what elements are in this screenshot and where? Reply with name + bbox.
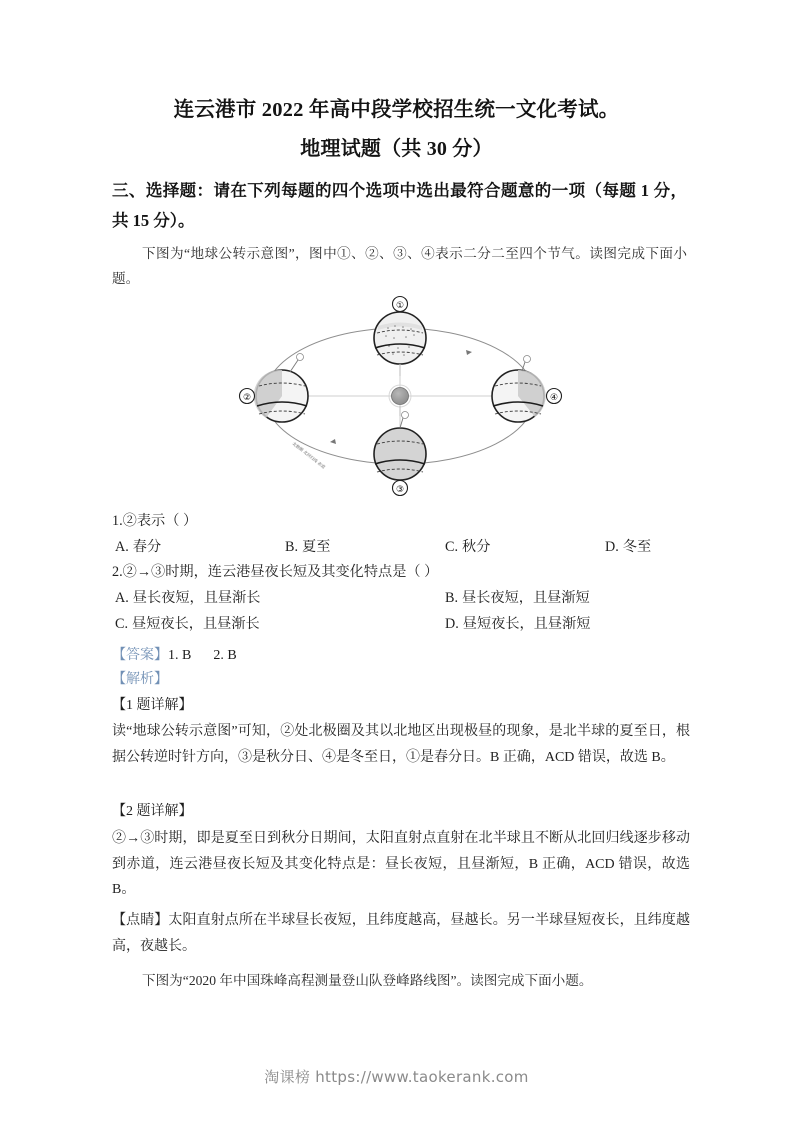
option-text: 春分	[132, 539, 162, 555]
globe-label-1: ①	[395, 301, 404, 311]
analysis-tag: 【解析】	[112, 672, 168, 687]
question-2-stem	[112, 560, 690, 584]
detail-1-tag: 【1 题详解】	[112, 698, 193, 713]
question-1-option-d[interactable]	[605, 535, 651, 559]
option-text: 昼短夜长，且昼渐长	[132, 616, 260, 632]
option-text: 昼长夜短，且昼渐短	[462, 590, 590, 606]
globe-2	[239, 354, 308, 423]
question-1-number: 1.	[112, 513, 123, 529]
question-2-option-a[interactable]	[115, 586, 261, 610]
sun-icon	[391, 388, 408, 405]
tip-tag: 【点睛】	[112, 913, 169, 928]
question-2-options-row-2	[112, 612, 690, 636]
question-1-stem	[112, 509, 690, 533]
option-label: D.	[445, 616, 459, 632]
globe-4	[492, 356, 562, 423]
globe-1	[374, 297, 426, 377]
globe-label-3: ③	[395, 485, 404, 495]
answer-tag: 【答案】	[112, 648, 168, 663]
page-title-line-2: 地理试题（共 30 分）	[300, 138, 493, 160]
question-2-options-row-1	[112, 586, 690, 610]
question-1-option-c[interactable]	[445, 535, 490, 559]
closing-paragraph: 下图为“2020 年中国珠峰高程测量登山队登峰路线图”。读图完成下面小题。	[142, 973, 593, 988]
intro-paragraph: 下图为“地球公转示意图”，图中①、②、③、④表示二分二至四个节气。读图完成下面小题。	[112, 246, 687, 286]
question-1-option-a[interactable]	[115, 535, 161, 559]
question-2-option-c[interactable]	[115, 612, 260, 636]
answer-value-1: 1. B	[168, 648, 192, 663]
earth-revolution-figure	[112, 286, 687, 508]
question-2-text: ②→③时期，连云港昼夜长短及其变化特点是（ ）	[122, 564, 439, 580]
detail-1-text: 读“地球公转示意图”可知，②处北极圈及其以北地区出现极昼的现象，是北半球的夏至日，根据公转逆时针方向，③是秋分日、④是冬至日，①是春分日。B 正确，ACD 错误，故选 B。	[112, 724, 690, 765]
orbit-arrow-2	[330, 439, 336, 444]
detail-2-tag: 【2 题详解】	[112, 804, 193, 819]
orbit-arrow-1	[466, 350, 472, 355]
option-label: C.	[445, 539, 459, 555]
option-label: A.	[115, 539, 129, 555]
option-text: 冬至	[622, 539, 652, 555]
option-label: B.	[445, 590, 459, 606]
orbit-annotation: 北极圈 北回归线 赤道	[290, 440, 326, 470]
footer-watermark: 淘课榜 https://www.taokerank.com	[264, 1068, 529, 1086]
option-label: D.	[605, 539, 619, 555]
question-1-options	[112, 535, 690, 559]
question-1-option-b[interactable]	[285, 535, 330, 559]
tip-text: 太阳直射点所在半球昼长夜短，且纬度越高，昼越长。另一半球昼短夜长，且纬度越高，夜越长。	[112, 913, 691, 954]
option-text: 昼长夜短，且昼渐长	[132, 590, 261, 606]
option-text: 昼短夜长，且昼渐短	[462, 616, 591, 632]
tip-block	[112, 908, 690, 959]
option-text: 秋分	[462, 539, 491, 555]
globe-label-4: ④	[549, 393, 558, 403]
answer-line	[112, 644, 690, 668]
answer-value-2: 2. B	[213, 648, 237, 663]
detail-2-text: ②→③时期，即是夏至日到秋分日期间，太阳直射点直射在北半球且不断从北回归线逐步移动到赤道，连云港昼夜长短及其变化特点是：昼长夜短，且昼渐短，B 正确，ACD 错误，故选 B。	[112, 831, 690, 897]
question-2-option-d[interactable]	[445, 612, 591, 636]
question-2-number: 2.	[112, 564, 123, 580]
option-label: B.	[285, 539, 299, 555]
question-1-text: ②表示（ ）	[122, 513, 198, 529]
option-text: 夏至	[302, 539, 331, 555]
option-label: A.	[115, 590, 129, 606]
question-2-option-b[interactable]	[445, 586, 590, 610]
option-label: C.	[115, 616, 129, 632]
page-title-line-1: 连云港市 2022 年高中段学校招生统一文化考试。	[173, 99, 620, 121]
globe-label-2: ②	[242, 393, 251, 403]
section-heading: 三、选择题：请在下列每题的四个选项中选出最符合题意的一项（每题 1 分，共 15 分）。	[112, 181, 687, 230]
earth-revolution-diagram	[230, 286, 570, 506]
